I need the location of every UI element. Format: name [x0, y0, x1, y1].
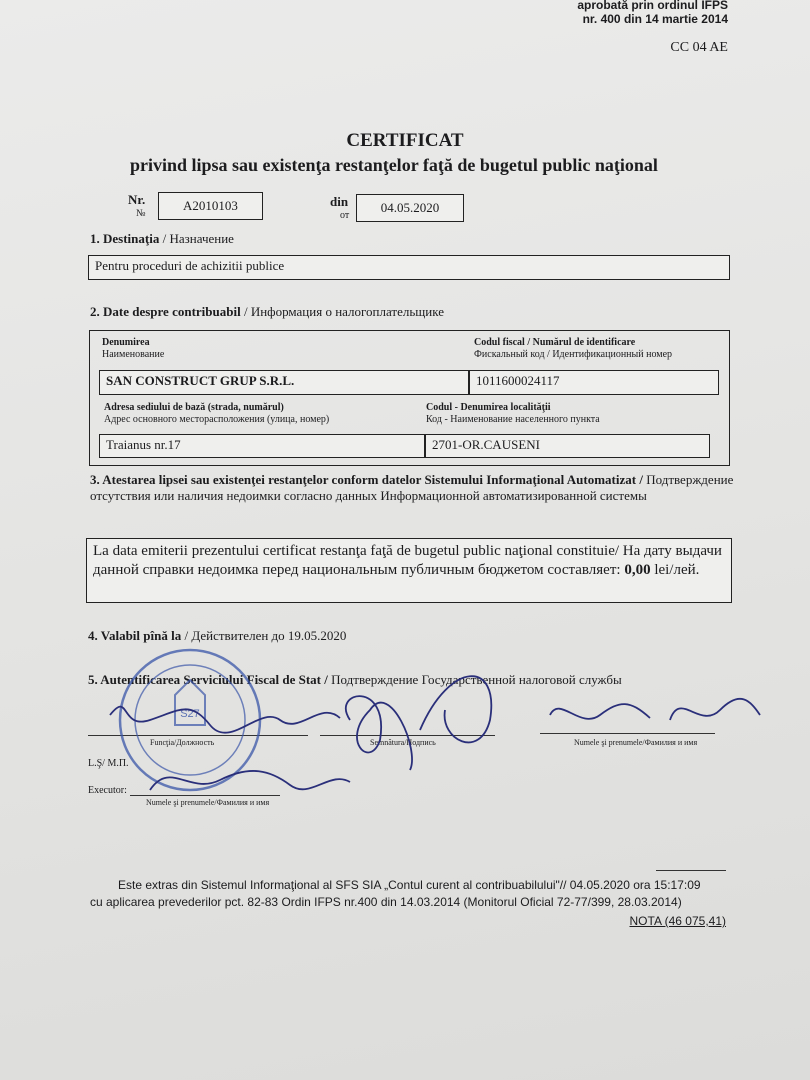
- title-ru: Подтверждение отсутствия или наличия недоимки согласно данных Информационной автоматизированной системы: [90, 472, 734, 503]
- name-label: Numele şi prenumele/Фамилия и имя: [574, 738, 698, 747]
- executor-label: Executor:: [88, 785, 127, 796]
- arrears-statement: [86, 538, 732, 603]
- section-3-title: [90, 472, 770, 504]
- title-ro: 4. Valabil pînă la: [88, 628, 182, 643]
- seal-label: L.Ş/ М.П.: [88, 758, 129, 769]
- title-ru: Подтверждение Государственной налоговой службы: [327, 672, 622, 687]
- footer-line: Este extras din Sistemul Informaţional al SFS SIA „Contul curent al contribuabilului"// 04.05.2020 ora 15:17:09: [118, 878, 701, 892]
- address-label: Adresa sediului de bază (strada, numărul): [104, 402, 284, 413]
- approval-line: nr. 400 din 14 martie 2014: [582, 12, 728, 26]
- number-label-ru: №: [136, 208, 146, 219]
- handwritten-signatures: [90, 620, 790, 800]
- approval-line: aprobată prin ordinul IFPS: [577, 0, 728, 12]
- locality-label-ru: Код - Наименование населенного пункта: [426, 414, 600, 425]
- taxpayer-table: [89, 330, 730, 466]
- valid-until-date: 19.05.2020: [287, 628, 347, 643]
- certificate-number: A2010103: [158, 192, 263, 220]
- title-ro: 2. Date despre contribuabil: [90, 304, 241, 319]
- certificate-subtitle: privind lipsa sau existenţa restanţelor faţă de bugetul public naţional: [130, 155, 658, 175]
- fiscal-code: 1011600024117: [469, 370, 719, 395]
- executor-name-label: Numele şi prenumele/Фамилия и имя: [146, 798, 270, 807]
- locality-value: 2701-OR.CAUSENI: [425, 434, 710, 458]
- approval-note: [577, 0, 728, 26]
- title-ru: / Информация о налогоплательщике: [240, 304, 445, 319]
- arrears-amount: 0,00: [624, 562, 651, 578]
- fiscal-label: Codul fiscal / Numărul de identificare: [474, 337, 636, 348]
- taxpayer-name: SAN CONSTRUCT GRUP S.R.L.: [99, 370, 469, 395]
- footer-line: cu aplicarea prevederilor pct. 82-83 Ordin IFPS nr.400 din 14.03.2014 (Monitorul Oficial 72-77/399, 28.03.2014): [90, 895, 682, 909]
- statement-text: La data emiterii prezentului certificat restanţa faţă de bugetul public naţional constituie/ На дату выдачи данной справки недоимка перед национальным публичным бюджетом составляет:: [93, 543, 722, 578]
- date-label: din: [330, 194, 349, 209]
- title-ro: 5. Autentificarea Serviciului Fiscal de Stat /: [88, 672, 328, 687]
- title-ru: / Назначение: [159, 231, 234, 246]
- address-label-ru: Адрес основного месторасположения (улица, номер): [104, 414, 330, 425]
- title-ro: 3. Atestarea lipsei sau existenţei restanţelor conform datelor Sistemului Informaţional Automatizat /: [90, 472, 643, 487]
- section-2-title: [90, 304, 444, 320]
- address-value: Traianus nr.17: [99, 434, 425, 458]
- currency: lei/лей.: [650, 562, 700, 578]
- fiscal-label-ru: Фискальный код / Идентификационный номер: [474, 349, 673, 360]
- title-ro: 1. Destinaţia: [90, 231, 160, 246]
- nota-reference: NOTA (46 075,41): [629, 914, 726, 928]
- signature-label: Semnătura/Подпись: [370, 738, 436, 747]
- locality-label: Codul - Denumirea localităţii: [426, 402, 551, 413]
- stamp-code: S27: [180, 708, 200, 720]
- name-label: Denumirea: [102, 337, 150, 348]
- title-ru: / Действителен до: [181, 628, 288, 643]
- footer-rule: [656, 870, 726, 871]
- destination-field: Pentru proceduri de achizitii publice: [88, 255, 730, 280]
- certificate-date: 04.05.2020: [356, 194, 464, 222]
- name-label-ru: Наименование: [102, 349, 165, 360]
- form-code: CC 04 AE: [670, 40, 728, 55]
- number-label: Nr.: [128, 192, 146, 207]
- function-label: Funcţia/Должность: [150, 738, 215, 747]
- date-label-ru: от: [340, 210, 350, 221]
- section-1-title: [90, 231, 234, 247]
- certificate-title: CERTIFICAT: [346, 130, 464, 151]
